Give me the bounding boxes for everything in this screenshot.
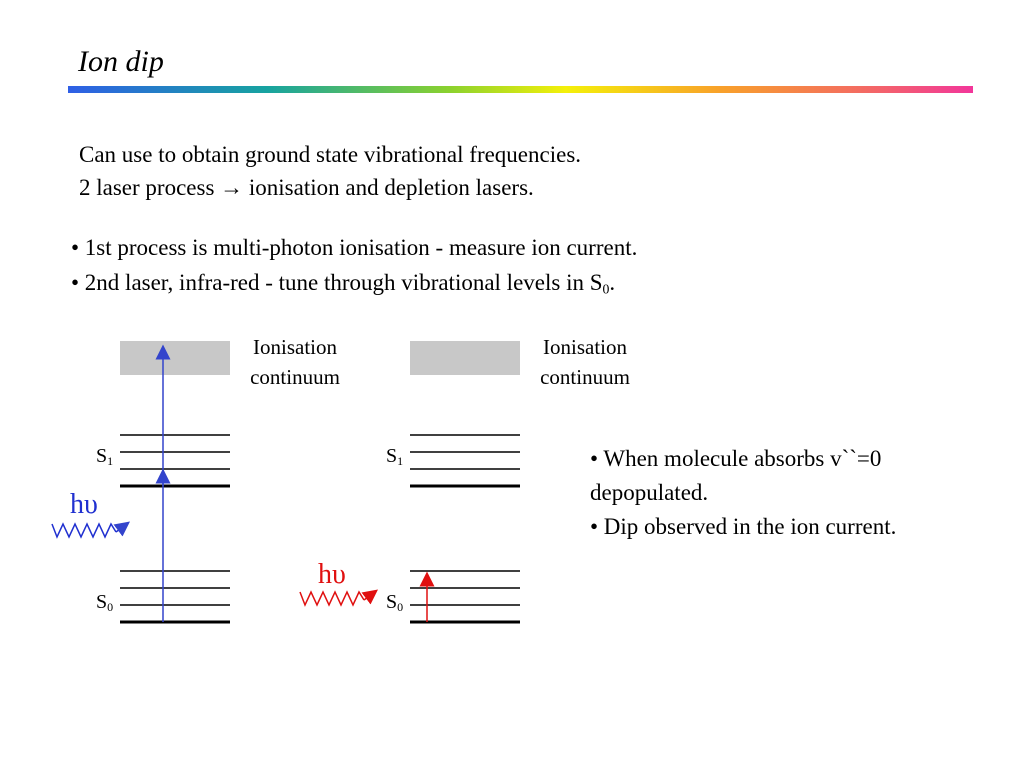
right-s0-label <box>386 590 403 619</box>
left-continuum-label <box>225 332 365 392</box>
bullet-text-2: • 2nd laser, infra-red - tune through vibrational levels in S <box>71 270 603 295</box>
intro-line-2: 2 laser process → ionisation and depletion lasers. <box>79 175 534 200</box>
bullet-tail: . <box>609 270 616 295</box>
right-s1-subscript: 1 <box>397 454 404 468</box>
right-photon-arrowhead <box>364 594 372 600</box>
right-s0-letter: S <box>386 591 398 613</box>
side-bullet-1: • When molecule absorbs v``=0 depopulated. <box>590 446 882 505</box>
side-bullet-2: • Dip observed in the ion current. <box>590 514 897 539</box>
slide-title: Ion dip <box>78 45 164 78</box>
left-s0-label <box>96 590 113 619</box>
left-s0-letter: S <box>96 591 108 613</box>
left-s1-subscript: 1 <box>107 454 114 468</box>
left-continuum-label-line-2: continuum <box>250 365 340 389</box>
right-s1-label <box>386 444 403 473</box>
bullet-text-1: • 1st process is multi-photon ionisation - measure ion current. <box>71 235 638 260</box>
bullet-subscript: 0 <box>602 281 610 297</box>
left-s0-subscript: 0 <box>107 600 114 614</box>
right-photon-wave <box>300 592 364 605</box>
left-photon-arrowhead <box>116 526 124 532</box>
right-s1-letter: S <box>386 445 398 467</box>
intro-line-1: Can use to obtain ground state vibrational frequencies. <box>79 142 582 167</box>
right-continuum-label <box>515 332 655 392</box>
right-photon-label: hυ <box>318 559 346 590</box>
right-continuum-band <box>410 341 520 375</box>
left-photon-wave <box>52 524 116 537</box>
left-continuum-label-line-1: Ionisation <box>253 335 337 359</box>
side-bullet-list <box>590 442 980 544</box>
left-continuum-band <box>120 341 230 375</box>
left-s1-letter: S <box>96 445 108 467</box>
right-continuum-label-line-1: Ionisation <box>543 335 627 359</box>
left-photon-label: hυ <box>70 489 98 520</box>
right-continuum-label-line-2: continuum <box>540 365 630 389</box>
right-s0-subscript: 0 <box>397 600 404 614</box>
left-s1-label <box>96 444 113 473</box>
